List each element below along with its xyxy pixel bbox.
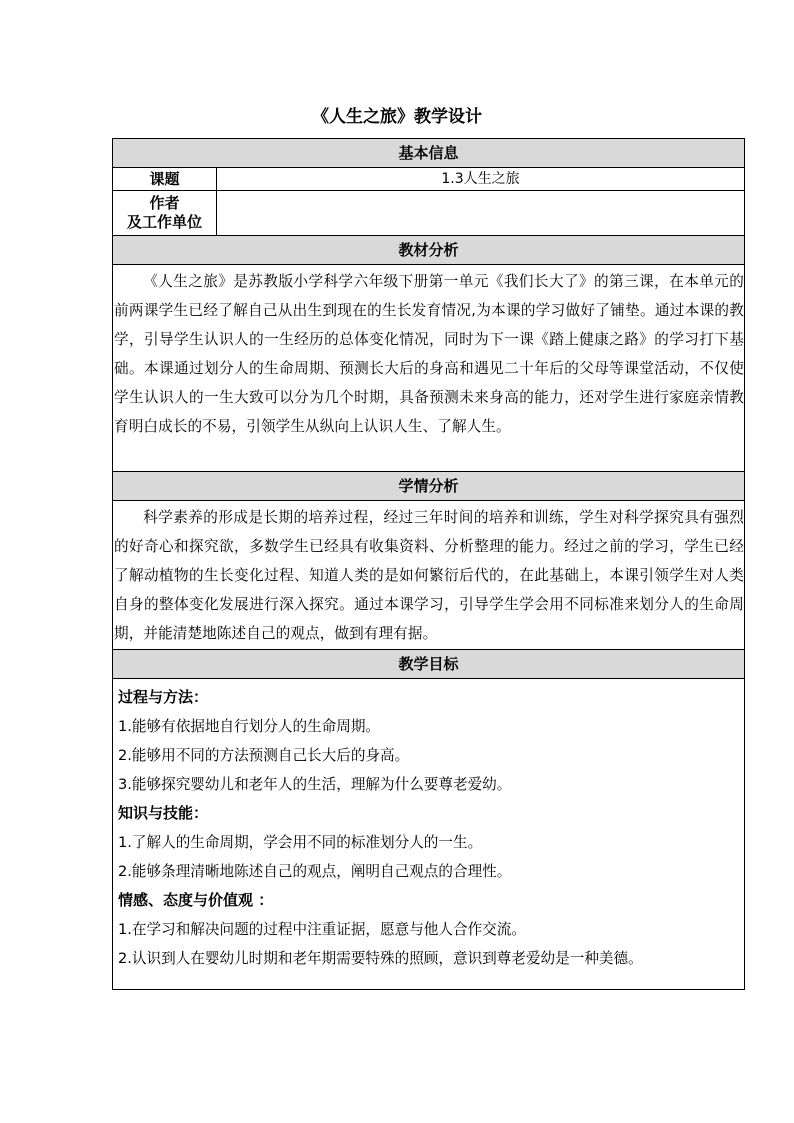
objective-item: 2.能够条理清晰地陈述自己的观点，阐明自己观点的合理性。 (118, 863, 512, 880)
topic-label: 课题 (113, 168, 217, 191)
objectives-header: 教学目标 (113, 650, 745, 679)
author-label-line2: 及工作单位 (126, 213, 202, 231)
page-title: 《人生之旅》教学设计 (312, 107, 482, 127)
textbook-analysis-cell (113, 265, 745, 472)
objective-item: 3.能够探究婴幼儿和老年人的生活，理解为什么要尊老爱幼。 (118, 776, 512, 793)
objective-item: 1.能够有依据地自行划分人的生命周期。 (118, 718, 381, 735)
basic-info-header: 基本信息 (113, 139, 745, 168)
objectives-list (113, 679, 744, 989)
objective-item: 2.认识到人在婴幼儿时期和老年期需要特殊的照顾，意识到尊老爱幼是一种美德。 (118, 950, 643, 967)
learner-analysis-header: 学情分析 (113, 472, 745, 501)
learner-analysis-text: 科学素养的形成是长期的培养过程，经过三年时间的培养和训练，学生对科学探究具有强烈的好奇心和探究欲，多数学生已经具有收集资料、分析整理的能力。经过之前的学习，学生已经了解动植物的生长变化过程、知道人类的是如何繁衍后代的，在此基础上，本课引领学生对人类自身的整体变化发展进行深入探究。通过本课学习，引导学生学会用不同标准来划分人的生命周期，并能清楚地陈述自己的观点，做到有理有据。 (114, 509, 745, 642)
lesson-design-table (112, 138, 745, 990)
objective-item: 1.在学习和解决问题的过程中注重证据，愿意与他人合作交流。 (118, 921, 526, 938)
textbook-analysis-text: 《人生之旅》是苏教版小学科学六年级下册第一单元《我们长大了》的第三课，在本单元的前两课学生已经了解自己从出生到现在的生长发育情况,为本课的学习做好了铺垫。通过本课的教学，引导学生认识人的一生经历的总体变化情况，同时为下一课《踏上健康之路》的学习打下基础。本课通过划分人的生命周期、预测长大后的身高和遇见二十年后的父母等课堂活动，不仅使学生认识人的一生大致可以分为几个时期，具备预测未来身高的能力，还对学生进行家庭亲情教育明白成长的不易，引领学生从纵向上认识人生、了解人生。 (114, 273, 745, 435)
textbook-analysis-header: 教材分析 (113, 236, 745, 265)
learner-analysis-cell (113, 501, 745, 650)
process-method-heading: 过程与方法： (118, 688, 209, 706)
attitude-values-heading: 情感、态度与价值观 ： (118, 891, 274, 909)
objective-item: 1.了解人的生命周期，学会用不同的标准划分人的一生。 (118, 834, 483, 851)
objective-item: 2.能够用不同的方法预测自己长大后的身高。 (118, 747, 410, 764)
objectives-cell (113, 679, 745, 990)
author-label-line1: 作者 (149, 194, 180, 212)
topic-value: 1.3人生之旅 (217, 168, 745, 191)
knowledge-skill-heading: 知识与技能： (118, 804, 209, 822)
author-label (113, 191, 217, 236)
author-value (217, 191, 745, 236)
